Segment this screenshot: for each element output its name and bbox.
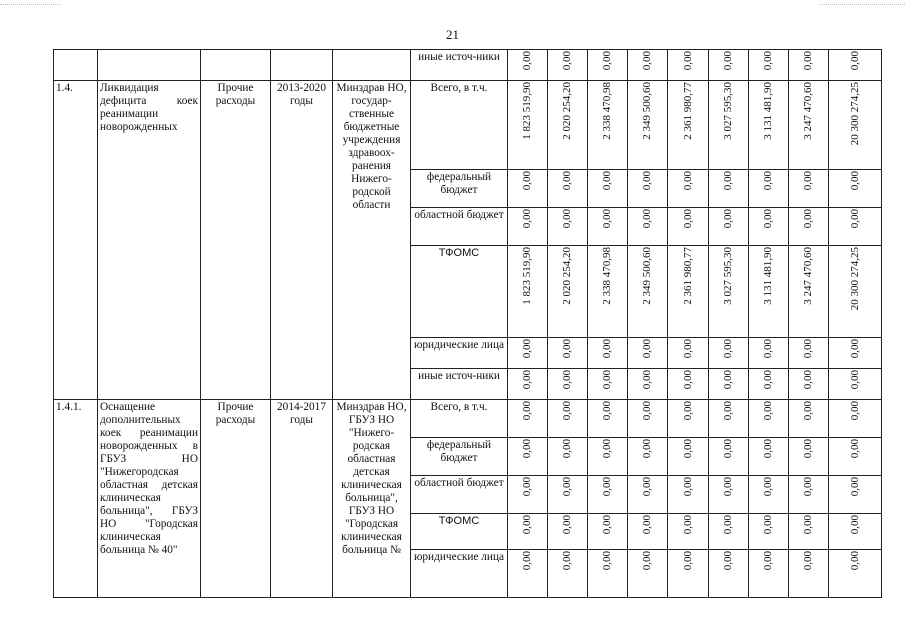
value-cell	[508, 514, 548, 550]
value-text: 0,00	[681, 209, 694, 229]
value-cell	[628, 208, 668, 246]
value-text: 0,00	[802, 477, 814, 497]
scan-edge-line-left	[0, 4, 60, 5]
value-text: 0,00	[641, 339, 653, 359]
value-cell	[668, 81, 709, 170]
value-cell	[668, 50, 709, 81]
value-cell	[829, 208, 882, 246]
value-cell	[628, 514, 668, 550]
value-text: 0,00	[722, 551, 734, 571]
value-cell	[749, 208, 789, 246]
value-text: 0,00	[641, 477, 653, 497]
value-cell	[749, 81, 789, 170]
value-cell	[709, 550, 749, 598]
value-text: 20 300 274,25	[848, 82, 861, 146]
value-cell	[829, 369, 882, 400]
budget-table	[53, 49, 882, 598]
expense-type-cell	[201, 50, 271, 81]
value-cell	[709, 369, 749, 400]
value-text: 0,00	[641, 370, 653, 390]
value-text: 0,00	[641, 401, 653, 421]
value-text: 0,00	[848, 477, 861, 497]
value-text: 0,00	[762, 477, 774, 497]
value-cell	[628, 550, 668, 598]
table-row	[54, 400, 882, 438]
value-text: 0,00	[848, 401, 861, 421]
value-text: 0,00	[762, 551, 774, 571]
value-text: 0,00	[802, 439, 814, 459]
value-cell	[508, 400, 548, 438]
funding-source-cell: областной бюджет	[411, 208, 508, 246]
value-text: 1 823 519,90	[521, 82, 533, 140]
value-text: 0,00	[848, 370, 861, 390]
value-text: 0,00	[681, 171, 694, 191]
value-text: 0,00	[561, 439, 573, 459]
value-cell	[548, 400, 588, 438]
row-number-cell: 1.4.1.	[54, 400, 98, 598]
value-cell	[829, 438, 882, 476]
value-cell	[668, 476, 709, 514]
value-cell	[548, 246, 588, 338]
value-text: 2 349 500,60	[641, 82, 653, 140]
value-text: 0,00	[601, 171, 613, 191]
value-cell	[508, 208, 548, 246]
funding-source-cell: федеральный бюджет	[411, 438, 508, 476]
funding-source-cell: иные источ-ники	[411, 369, 508, 400]
value-text: 3 247 470,60	[802, 247, 814, 305]
value-cell	[668, 369, 709, 400]
value-text: 0,00	[561, 370, 573, 390]
value-text: 0,00	[561, 51, 573, 71]
value-cell	[668, 208, 709, 246]
value-cell	[588, 208, 628, 246]
value-cell	[548, 50, 588, 81]
value-text: 0,00	[641, 515, 653, 535]
value-cell	[628, 476, 668, 514]
value-text: 3 027 595,30	[722, 82, 734, 140]
value-cell	[508, 338, 548, 369]
value-text: 0,00	[681, 515, 694, 535]
value-text: 0,00	[561, 515, 573, 535]
value-cell	[548, 81, 588, 170]
row-number-cell	[54, 50, 98, 81]
value-text: 0,00	[561, 477, 573, 497]
value-text: 0,00	[601, 401, 613, 421]
value-text: 0,00	[762, 401, 774, 421]
value-text: 0,00	[601, 51, 613, 71]
value-text: 0,00	[762, 370, 774, 390]
value-text: 0,00	[802, 51, 814, 71]
value-text: 0,00	[802, 370, 814, 390]
value-cell	[789, 550, 829, 598]
value-text: 0,00	[681, 370, 694, 390]
value-text: 2 361 980,77	[681, 247, 694, 305]
value-cell	[829, 170, 882, 208]
value-text: 0,00	[641, 171, 653, 191]
value-cell	[789, 514, 829, 550]
funding-source-cell: юридические лица	[411, 550, 508, 598]
value-cell	[668, 550, 709, 598]
value-text: 0,00	[722, 477, 734, 497]
value-cell	[588, 438, 628, 476]
value-cell	[789, 50, 829, 81]
value-cell	[628, 338, 668, 369]
value-text: 0,00	[641, 439, 653, 459]
value-text: 0,00	[521, 477, 533, 497]
value-text: 0,00	[681, 551, 694, 571]
value-text: 0,00	[601, 339, 613, 359]
value-cell	[749, 338, 789, 369]
value-text: 3 247 470,60	[802, 82, 814, 140]
value-cell	[628, 438, 668, 476]
value-text: 2 349 500,60	[641, 247, 653, 305]
value-text: 0,00	[561, 401, 573, 421]
funding-source-cell: Всего, в т.ч.	[411, 400, 508, 438]
value-cell	[508, 246, 548, 338]
value-text: 0,00	[802, 171, 814, 191]
value-cell	[749, 400, 789, 438]
value-cell	[548, 476, 588, 514]
value-text: 0,00	[601, 477, 613, 497]
value-cell	[668, 400, 709, 438]
value-cell	[548, 514, 588, 550]
value-text: 0,00	[681, 401, 694, 421]
value-text: 0,00	[722, 209, 734, 229]
value-text: 0,00	[762, 209, 774, 229]
value-text: 0,00	[601, 370, 613, 390]
measure-name-cell	[98, 50, 201, 81]
value-cell	[749, 550, 789, 598]
value-cell	[749, 50, 789, 81]
value-text: 0,00	[802, 551, 814, 571]
value-text: 0,00	[601, 439, 613, 459]
value-text: 0,00	[762, 515, 774, 535]
value-cell	[789, 369, 829, 400]
funding-source-cell: иные источ-ники	[411, 50, 508, 81]
value-cell	[588, 476, 628, 514]
value-text: 0,00	[681, 477, 694, 497]
value-cell	[508, 369, 548, 400]
value-cell	[548, 369, 588, 400]
value-cell	[588, 50, 628, 81]
value-cell	[789, 246, 829, 338]
value-cell	[508, 550, 548, 598]
value-cell	[709, 81, 749, 170]
measure-name-cell: Оснащение дополнительных коек реанимации новорожденных в ГБУЗ НО "Нижегородская областная детская клиническая больница", ГБУЗ НО "Городская клиническая больница № 40"	[98, 400, 201, 598]
value-text: 0,00	[561, 551, 573, 571]
funding-source-cell: ТФОМС	[411, 246, 508, 338]
value-text: 0,00	[641, 51, 653, 71]
value-cell	[709, 476, 749, 514]
value-cell	[548, 550, 588, 598]
value-text: 20 300 274,25	[848, 247, 861, 311]
value-cell	[749, 170, 789, 208]
value-cell	[588, 246, 628, 338]
value-cell	[789, 476, 829, 514]
value-text: 3 131 481,90	[762, 247, 774, 305]
value-cell	[628, 369, 668, 400]
value-cell	[709, 438, 749, 476]
executor-cell: Минздрав НО, государ-ственные бюджетные учреждения здравоох-ранения Нижего-родской области	[333, 81, 411, 400]
funding-source-cell: федеральный бюджет	[411, 170, 508, 208]
value-text: 0,00	[722, 515, 734, 535]
value-cell	[628, 170, 668, 208]
value-cell	[588, 170, 628, 208]
table-row	[54, 50, 882, 81]
value-cell	[829, 514, 882, 550]
value-cell	[829, 476, 882, 514]
value-text: 0,00	[802, 339, 814, 359]
value-cell	[709, 50, 749, 81]
value-text: 0,00	[561, 209, 573, 229]
funding-source-cell: ТФОМС	[411, 514, 508, 550]
value-text: 2 020 254,20	[561, 247, 573, 305]
value-cell	[709, 400, 749, 438]
value-text: 0,00	[521, 401, 533, 421]
value-cell	[628, 400, 668, 438]
period-cell	[271, 50, 333, 81]
value-text: 0,00	[641, 209, 653, 229]
value-text: 0,00	[521, 171, 533, 191]
expense-type-cell: Прочие расходы	[201, 81, 271, 400]
value-cell	[668, 170, 709, 208]
value-text: 0,00	[722, 51, 734, 71]
value-text: 2 338 470,98	[601, 82, 613, 140]
value-text: 0,00	[641, 551, 653, 571]
table-body	[54, 50, 882, 598]
value-text: 0,00	[722, 370, 734, 390]
value-cell	[588, 338, 628, 369]
value-text: 0,00	[802, 209, 814, 229]
funding-source-cell: юридические лица	[411, 338, 508, 369]
table-row	[54, 81, 882, 170]
value-cell	[749, 246, 789, 338]
executor-cell	[333, 50, 411, 81]
value-cell	[789, 400, 829, 438]
value-cell	[789, 208, 829, 246]
value-cell	[628, 246, 668, 338]
value-text: 0,00	[762, 339, 774, 359]
value-text: 2 020 254,20	[561, 82, 573, 140]
value-cell	[709, 208, 749, 246]
value-cell	[668, 514, 709, 550]
value-text: 0,00	[762, 439, 774, 459]
expense-type-cell: Прочие расходы	[201, 400, 271, 598]
value-cell	[789, 338, 829, 369]
value-text: 0,00	[762, 171, 774, 191]
value-text: 2 361 980,77	[681, 82, 694, 140]
value-text: 0,00	[722, 439, 734, 459]
value-text: 0,00	[848, 439, 861, 459]
scan-edge-line-right	[820, 4, 905, 5]
value-cell	[668, 438, 709, 476]
value-cell	[548, 338, 588, 369]
value-cell	[588, 514, 628, 550]
value-cell	[749, 438, 789, 476]
value-cell	[709, 338, 749, 369]
value-text: 0,00	[521, 51, 533, 71]
value-text: 0,00	[802, 515, 814, 535]
value-text: 0,00	[722, 339, 734, 359]
value-cell	[829, 246, 882, 338]
value-text: 0,00	[601, 209, 613, 229]
value-text: 0,00	[601, 551, 613, 571]
value-text: 0,00	[561, 339, 573, 359]
value-text: 0,00	[521, 209, 533, 229]
value-text: 2 338 470,98	[601, 247, 613, 305]
value-cell	[749, 476, 789, 514]
value-text: 0,00	[848, 339, 861, 359]
row-number-cell: 1.4.	[54, 81, 98, 400]
value-text: 3 027 595,30	[722, 247, 734, 305]
measure-name-cell: Ликвидация дефицита коек реанимации новорожденных	[98, 81, 201, 400]
value-cell	[588, 400, 628, 438]
value-cell	[588, 550, 628, 598]
value-text: 0,00	[681, 439, 694, 459]
value-text: 0,00	[681, 51, 694, 71]
value-text: 0,00	[681, 339, 694, 359]
value-text: 0,00	[722, 171, 734, 191]
value-text: 0,00	[722, 401, 734, 421]
value-cell	[829, 50, 882, 81]
value-text: 0,00	[521, 370, 533, 390]
value-text: 0,00	[561, 171, 573, 191]
value-text: 0,00	[848, 515, 861, 535]
value-cell	[749, 514, 789, 550]
value-cell	[668, 246, 709, 338]
value-text: 3 131 481,90	[762, 82, 774, 140]
value-cell	[829, 338, 882, 369]
value-cell	[508, 170, 548, 208]
value-cell	[829, 550, 882, 598]
funding-source-cell: Всего, в т.ч.	[411, 81, 508, 170]
page-number: 21	[446, 27, 459, 42]
value-text: 0,00	[521, 515, 533, 535]
value-cell	[749, 369, 789, 400]
value-cell	[508, 50, 548, 81]
value-text: 0,00	[802, 401, 814, 421]
value-cell	[829, 81, 882, 170]
value-text: 0,00	[848, 51, 861, 71]
funding-source-cell: областной бюджет	[411, 476, 508, 514]
period-cell: 2014-2017 годы	[271, 400, 333, 598]
value-cell	[508, 476, 548, 514]
value-cell	[508, 81, 548, 170]
value-text: 0,00	[521, 551, 533, 571]
value-cell	[789, 81, 829, 170]
value-cell	[709, 246, 749, 338]
value-cell	[789, 438, 829, 476]
value-text: 0,00	[762, 51, 774, 71]
value-text: 1 823 519,90	[521, 247, 533, 305]
value-cell	[548, 170, 588, 208]
value-cell	[628, 50, 668, 81]
value-cell	[588, 81, 628, 170]
value-cell	[628, 81, 668, 170]
value-cell	[668, 338, 709, 369]
value-cell	[789, 170, 829, 208]
value-text: 0,00	[521, 439, 533, 459]
value-cell	[709, 514, 749, 550]
value-cell	[548, 438, 588, 476]
value-cell	[588, 369, 628, 400]
value-cell	[508, 438, 548, 476]
value-cell	[829, 400, 882, 438]
value-text: 0,00	[848, 209, 861, 229]
value-cell	[709, 170, 749, 208]
value-text: 0,00	[521, 339, 533, 359]
period-cell: 2013-2020 годы	[271, 81, 333, 400]
value-cell	[548, 208, 588, 246]
executor-cell: Минздрав НО, ГБУЗ НО "Нижего-родская областная детская клиническая больница", ГБУЗ НО "Городская клиническая больница №	[333, 400, 411, 598]
value-text: 0,00	[601, 515, 613, 535]
value-text: 0,00	[848, 551, 861, 571]
value-text: 0,00	[848, 171, 861, 191]
